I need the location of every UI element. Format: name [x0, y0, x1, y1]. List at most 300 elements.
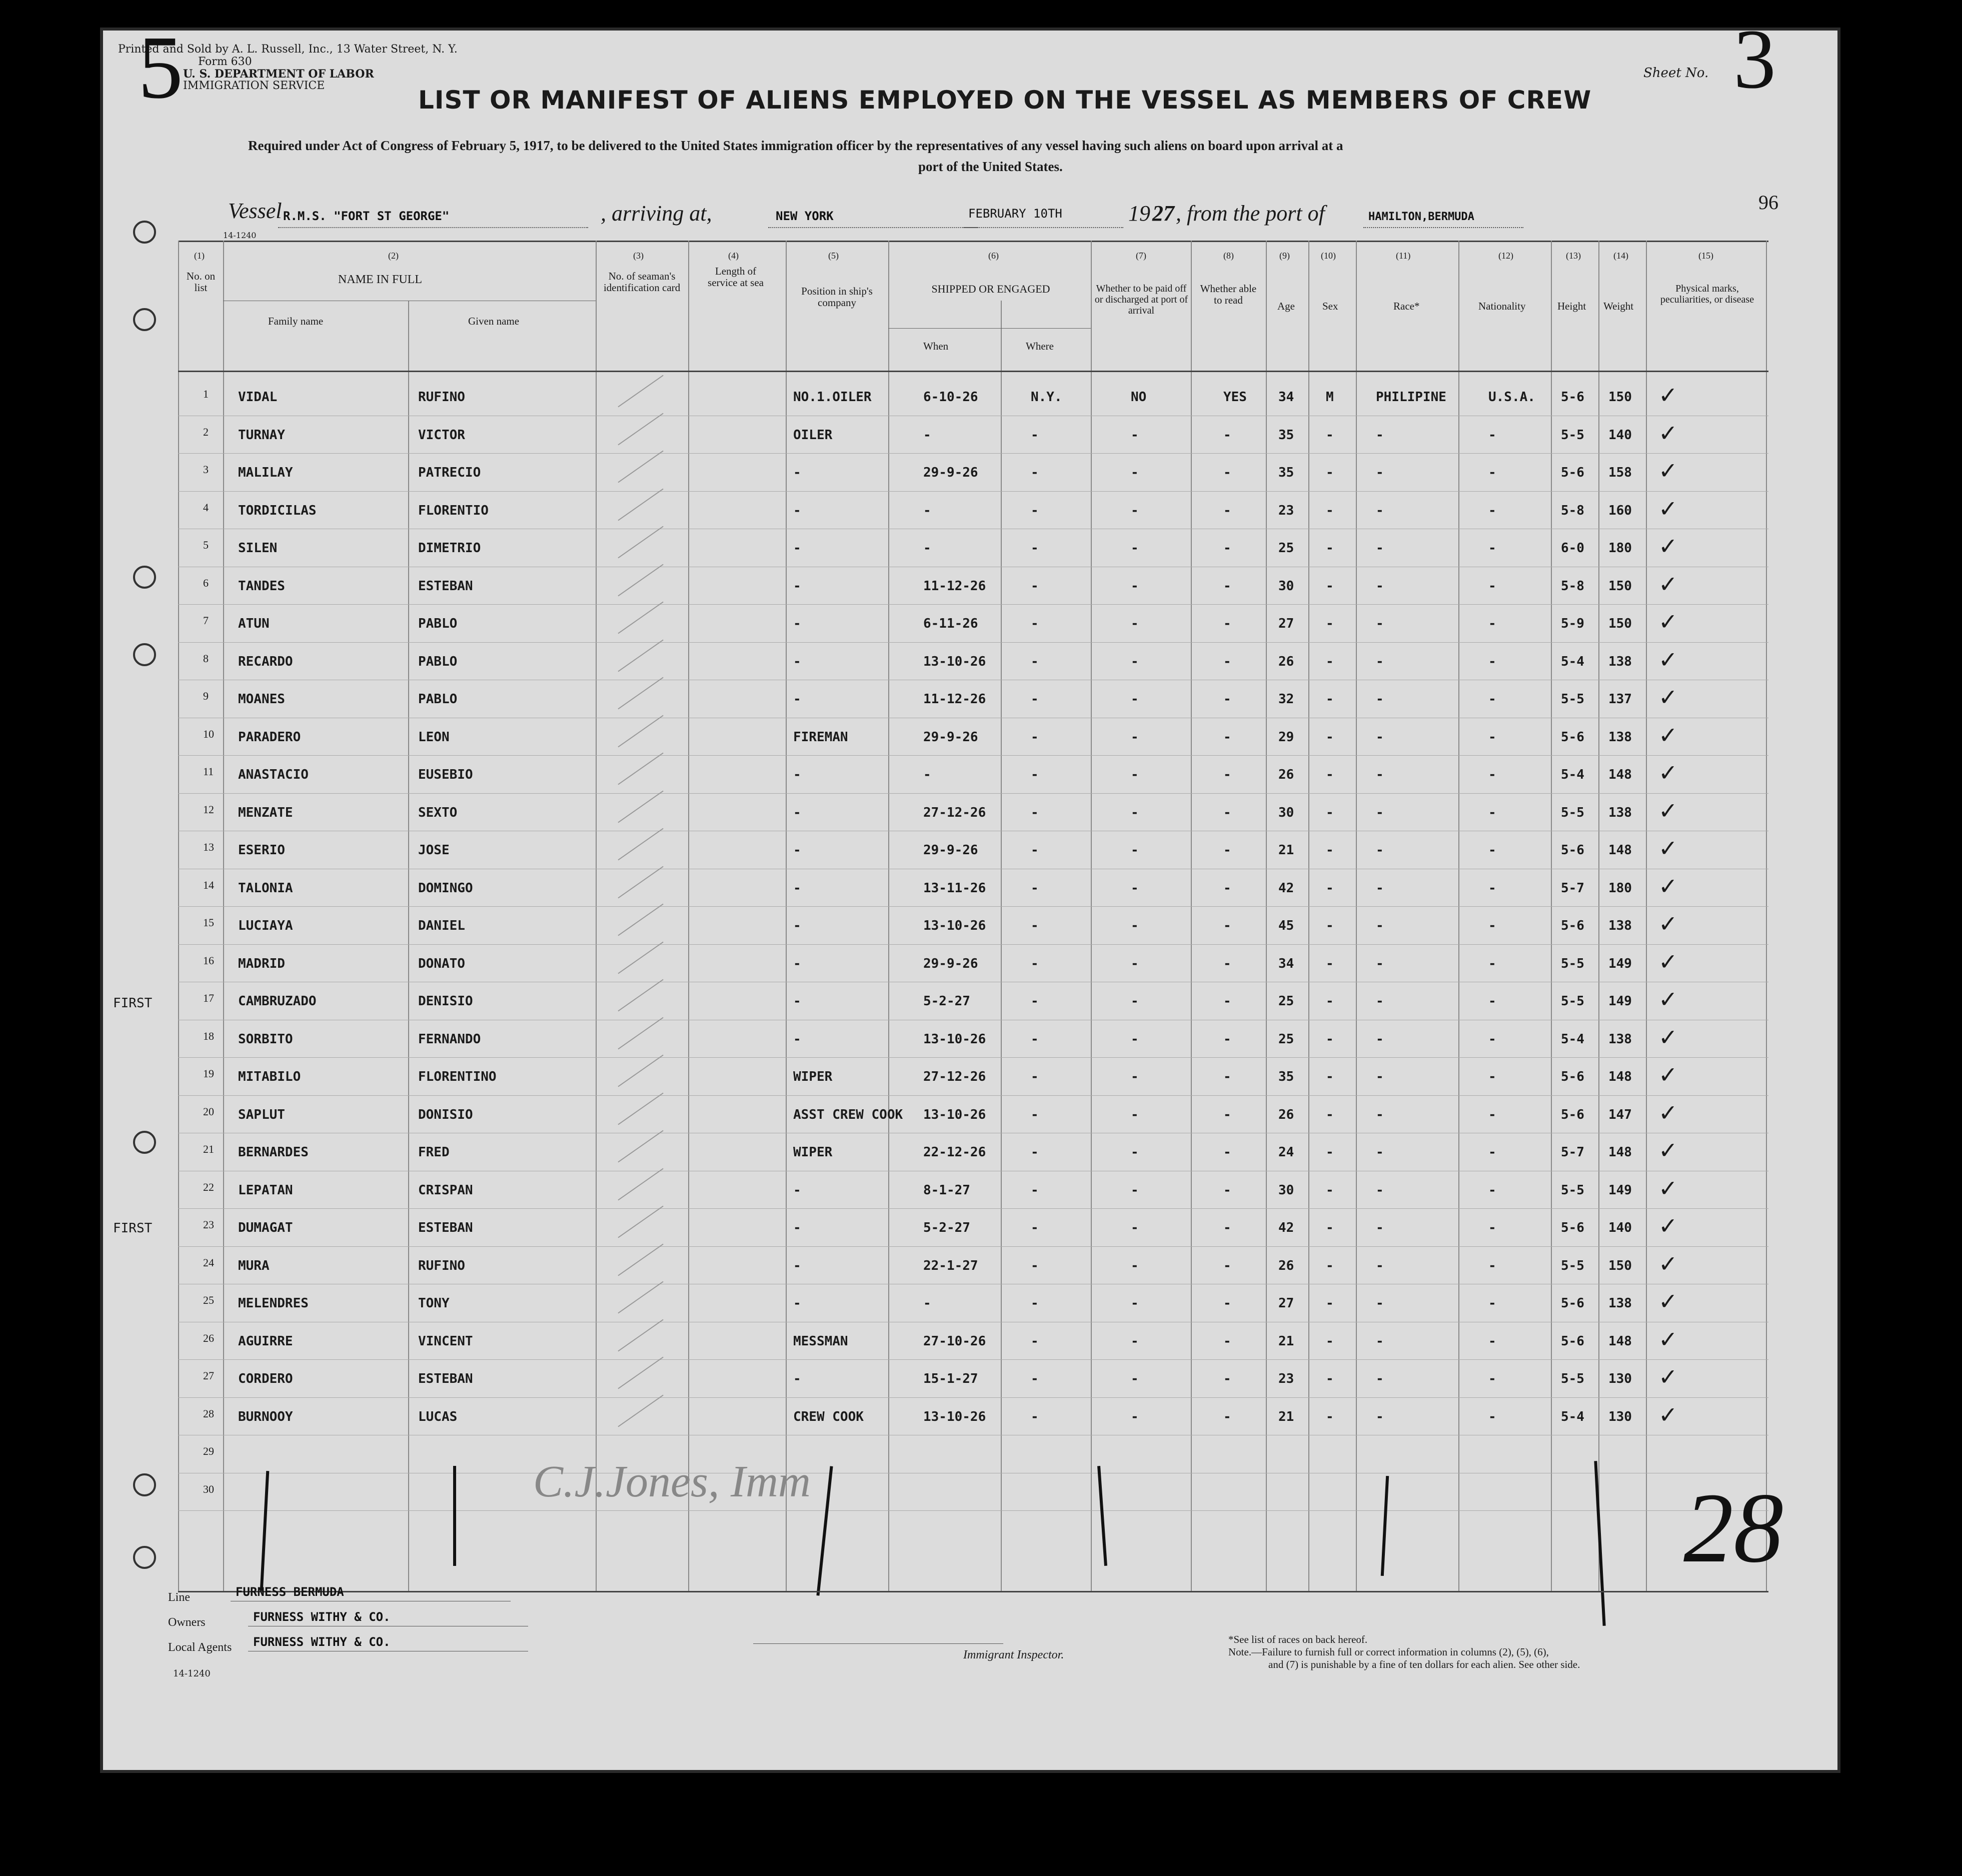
row-number: 21: [203, 1143, 214, 1155]
row-number: 17: [203, 992, 214, 1004]
sex: -: [1326, 427, 1334, 443]
ship-position: FIREMAN: [793, 729, 848, 745]
race: -: [1376, 1296, 1384, 1311]
height: 5-5: [1561, 1371, 1584, 1386]
shipped-when: 13-10-26: [923, 1031, 986, 1047]
given-name: FERNANDO: [418, 1031, 481, 1047]
paid-off: -: [1131, 541, 1139, 556]
family-name: LUCIAYA: [238, 918, 293, 933]
shipped-when: 29-9-26: [923, 843, 978, 858]
age: 42: [1278, 1220, 1294, 1235]
row-number: 19: [203, 1067, 214, 1080]
physical-mark: ✓: [1658, 1174, 1678, 1202]
given-name: DONISIO: [418, 1107, 473, 1122]
able-to-read: -: [1223, 1182, 1231, 1198]
family-name: MOANES: [238, 692, 285, 707]
able-to-read: -: [1223, 427, 1231, 443]
nationality: -: [1488, 1220, 1496, 1235]
paid-off: -: [1131, 956, 1139, 971]
paid-off: -: [1131, 843, 1139, 858]
given-name: DONATO: [418, 956, 465, 971]
sheet-number: 3: [1733, 28, 1776, 106]
col-9-number: (9): [1279, 251, 1290, 261]
family-name: TORDICILAS: [238, 503, 317, 518]
able-to-read: -: [1223, 1107, 1231, 1122]
id-card-tick: [618, 602, 663, 634]
paid-off: -: [1131, 465, 1139, 480]
id-card-tick: [618, 1243, 663, 1276]
height: 5-5: [1561, 805, 1584, 820]
age: 27: [1278, 1296, 1294, 1311]
owners-value: FURNESS WITHY & CO.: [253, 1610, 391, 1624]
shipped-where: -: [1031, 880, 1039, 896]
able-to-read: -: [1223, 1145, 1231, 1160]
age: 24: [1278, 1145, 1294, 1160]
shipped-when: 29-9-26: [923, 956, 978, 971]
race: -: [1376, 918, 1384, 933]
weight: 149: [1608, 994, 1632, 1009]
height: 5-4: [1561, 1409, 1584, 1424]
punch-hole: [133, 221, 156, 244]
age: 35: [1278, 427, 1294, 443]
fine-note-2: and (7) is punishable by a fine of ten dollars for each alien. See other side.: [1268, 1658, 1580, 1670]
ship-position: WIPER: [793, 1145, 833, 1160]
able-to-read: -: [1223, 465, 1231, 480]
physical-mark: ✓: [1658, 1137, 1678, 1164]
weight: 150: [1608, 616, 1632, 631]
row-number: 22: [203, 1180, 214, 1193]
id-card-tick: [618, 1055, 663, 1087]
col-4-number: (4): [728, 251, 739, 261]
paid-off: -: [1131, 1409, 1139, 1424]
col-3-header: No. of seaman's identification card: [603, 270, 681, 294]
shipped-when: 6-11-26: [923, 616, 978, 631]
paid-off: -: [1131, 654, 1139, 669]
col-1-number: (1): [194, 251, 205, 261]
row-number: 11: [203, 765, 214, 778]
col-11-header: Race*: [1393, 300, 1420, 312]
nationality: -: [1488, 994, 1496, 1009]
able-to-read: -: [1223, 654, 1231, 669]
punch-hole: [133, 1473, 156, 1496]
row-number: 13: [203, 841, 214, 853]
physical-mark: ✓: [1658, 495, 1678, 522]
id-card-tick: [618, 451, 663, 483]
col-7-number: (7): [1136, 251, 1146, 261]
shipped-when: 11-12-26: [923, 692, 986, 707]
able-to-read: -: [1223, 918, 1231, 933]
physical-mark: ✓: [1658, 721, 1678, 749]
row-number: 14: [203, 878, 214, 891]
col-6-number: (6): [988, 251, 999, 261]
nationality: -: [1488, 1296, 1496, 1311]
given-name: LUCAS: [418, 1409, 458, 1424]
row-number: 4: [203, 501, 209, 514]
family-name: MALILAY: [238, 465, 293, 480]
age: 30: [1278, 578, 1294, 594]
given-name: VICTOR: [418, 427, 465, 443]
col-11-number: (11): [1396, 251, 1411, 261]
shipped-when: -: [923, 1296, 931, 1311]
family-name: SORBITO: [238, 1031, 293, 1047]
punch-hole: [133, 566, 156, 589]
col-6a-header: When: [923, 340, 949, 352]
shipped-where: -: [1031, 578, 1039, 594]
line-value: FURNESS BERMUDA: [236, 1585, 344, 1599]
col-8-header: Whether able to read: [1200, 283, 1257, 307]
sex: -: [1326, 1333, 1334, 1349]
family-name: SAPLUT: [238, 1107, 285, 1122]
ship-position: -: [793, 692, 801, 707]
sex: -: [1326, 1220, 1334, 1235]
height: 5-4: [1561, 1031, 1584, 1047]
shipped-where: -: [1031, 1296, 1039, 1311]
paid-off: -: [1131, 918, 1139, 933]
nationality: -: [1488, 1333, 1496, 1349]
able-to-read: -: [1223, 1069, 1231, 1084]
physical-mark: ✓: [1658, 1401, 1678, 1428]
sex: -: [1326, 1258, 1334, 1273]
race: -: [1376, 805, 1384, 820]
weight: 137: [1608, 692, 1632, 707]
nationality: -: [1488, 729, 1496, 745]
sex: -: [1326, 1182, 1334, 1198]
weight: 138: [1608, 805, 1632, 820]
shipped-when: 13-11-26: [923, 880, 986, 896]
height: 5-9: [1561, 616, 1584, 631]
height: 5-5: [1561, 956, 1584, 971]
able-to-read: -: [1223, 1409, 1231, 1424]
ship-position: -: [793, 616, 801, 631]
arriving-port: NEW YORK: [776, 209, 834, 223]
given-name: CRISPAN: [418, 1182, 473, 1198]
physical-mark: ✓: [1658, 797, 1678, 824]
shipped-where: -: [1031, 843, 1039, 858]
nationality: -: [1488, 503, 1496, 518]
race: -: [1376, 1107, 1384, 1122]
ship-position: -: [793, 541, 801, 556]
given-name: DIMETRIO: [418, 541, 481, 556]
physical-mark: ✓: [1658, 1325, 1678, 1353]
shipped-when: -: [923, 767, 931, 782]
family-name: CAMBRUZADO: [238, 994, 317, 1009]
physical-mark: ✓: [1658, 910, 1678, 937]
weight: 148: [1608, 767, 1632, 782]
height: 5-6: [1561, 1333, 1584, 1349]
handwritten-total: 28: [1683, 1473, 1783, 1583]
col-15-header: Physical marks, peculiarities, or disease: [1660, 283, 1754, 305]
shipped-where: -: [1031, 767, 1039, 782]
shipped-when: 15-1-27: [923, 1371, 978, 1386]
row-number: 30: [203, 1482, 214, 1495]
age: 34: [1278, 390, 1294, 405]
requirement-text-1: Required under Act of Congress of February 5, 1917, to be delivered to the United States immigration officer by the representatives of any vessel having such aliens on board upon arrival at a: [248, 138, 1343, 153]
id-card-tick: [618, 488, 663, 521]
able-to-read: -: [1223, 805, 1231, 820]
nationality: -: [1488, 1409, 1496, 1424]
shipped-where: -: [1031, 729, 1039, 745]
race: -: [1376, 1371, 1384, 1386]
family-name: ANASTACIO: [238, 767, 309, 782]
height: 5-8: [1561, 578, 1584, 594]
age: 21: [1278, 843, 1294, 858]
sex: -: [1326, 1371, 1334, 1386]
height: 6-0: [1561, 541, 1584, 556]
able-to-read: -: [1223, 541, 1231, 556]
able-to-read: -: [1223, 1258, 1231, 1273]
given-name: RUFINO: [418, 1258, 465, 1273]
nationality: -: [1488, 465, 1496, 480]
margin-note-first: FIRST: [113, 996, 153, 1011]
paid-off: -: [1131, 1296, 1139, 1311]
col-2a-header: Family name: [268, 315, 324, 327]
col-13-number: (13): [1566, 251, 1581, 261]
row-number: 8: [203, 652, 209, 665]
inspector-signature: C.J.Jones, Imm: [533, 1457, 811, 1506]
paid-off: -: [1131, 1258, 1139, 1273]
col-2-number: (2): [388, 251, 399, 261]
col-12-number: (12): [1498, 251, 1513, 261]
age: 26: [1278, 767, 1294, 782]
weight: 148: [1608, 1333, 1632, 1349]
shipped-where: -: [1031, 616, 1039, 631]
physical-mark: ✓: [1658, 684, 1678, 711]
age: 23: [1278, 503, 1294, 518]
weight: 150: [1608, 390, 1632, 405]
height: 5-8: [1561, 503, 1584, 518]
physical-mark: ✓: [1658, 1061, 1678, 1088]
family-name: TALONIA: [238, 880, 293, 896]
height: 5-7: [1561, 1145, 1584, 1160]
weight: 149: [1608, 1182, 1632, 1198]
id-card-tick: [618, 1092, 663, 1125]
weight: 138: [1608, 1296, 1632, 1311]
col-5-header: Position in ship's company: [801, 285, 873, 309]
nationality: -: [1488, 1107, 1496, 1122]
nationality: -: [1488, 1258, 1496, 1273]
sex: -: [1326, 994, 1334, 1009]
row-number: 2: [203, 425, 209, 438]
race: -: [1376, 503, 1384, 518]
line-label: Line: [168, 1591, 190, 1604]
able-to-read: -: [1223, 1031, 1231, 1047]
col-10-header: Sex: [1322, 300, 1338, 312]
shipped-when: 8-1-27: [923, 1182, 970, 1198]
ship-position: -: [793, 1031, 801, 1047]
year-prefix: 19: [1128, 201, 1150, 226]
able-to-read: -: [1223, 956, 1231, 971]
col-3-number: (3): [633, 251, 644, 261]
id-card-tick: [618, 1394, 663, 1427]
family-name: AGUIRRE: [238, 1333, 293, 1349]
given-name: FRED: [418, 1145, 450, 1160]
height: 5-6: [1561, 918, 1584, 933]
age: 26: [1278, 1258, 1294, 1273]
able-to-read: -: [1223, 729, 1231, 745]
sex: -: [1326, 1031, 1334, 1047]
ship-position: -: [793, 805, 801, 820]
margin-note-first-2: FIRST: [113, 1221, 153, 1236]
physical-mark: ✓: [1658, 759, 1678, 786]
ship-position: -: [793, 767, 801, 782]
physical-mark: ✓: [1658, 382, 1678, 409]
ship-position: NO.1.OILER: [793, 390, 872, 405]
family-name: DUMAGAT: [238, 1220, 293, 1235]
sex: -: [1326, 1107, 1334, 1122]
col-1-header: No. on list: [186, 270, 216, 294]
sex: -: [1326, 616, 1334, 631]
punch-hole: [133, 1131, 156, 1154]
weight: 138: [1608, 654, 1632, 669]
race: -: [1376, 541, 1384, 556]
given-name: ESTEBAN: [418, 1371, 473, 1386]
age: 25: [1278, 541, 1294, 556]
age: 30: [1278, 805, 1294, 820]
shipped-where: -: [1031, 1409, 1039, 1424]
age: 29: [1278, 729, 1294, 745]
given-name: TONY: [418, 1296, 450, 1311]
row-number: 6: [203, 576, 209, 589]
agents-label: Local Agents: [168, 1641, 232, 1654]
row-number: 24: [203, 1256, 214, 1269]
family-name: TANDES: [238, 578, 285, 594]
row-number: 5: [203, 539, 209, 551]
paid-off: -: [1131, 616, 1139, 631]
given-name: PATRECIO: [418, 465, 481, 480]
shipped-where: -: [1031, 654, 1039, 669]
able-to-read: -: [1223, 1333, 1231, 1349]
page-number: 96: [1758, 191, 1778, 214]
age: 34: [1278, 956, 1294, 971]
col-2b-header: Given name: [468, 315, 520, 327]
paid-off: -: [1131, 1220, 1139, 1235]
row-number: 26: [203, 1331, 214, 1344]
race: -: [1376, 578, 1384, 594]
punch-hole: [133, 308, 156, 331]
col-5-number: (5): [828, 251, 839, 261]
weight: 148: [1608, 1069, 1632, 1084]
row-number: 16: [203, 954, 214, 967]
id-card-tick: [618, 1206, 663, 1238]
page-title: LIST OR MANIFEST OF ALIENS EMPLOYED ON THE VESSEL AS MEMBERS OF CREW: [418, 86, 1592, 115]
shipped-where: N.Y.: [1031, 390, 1062, 405]
nationality: -: [1488, 1069, 1496, 1084]
paid-off: -: [1131, 427, 1139, 443]
row-number: 3: [203, 463, 209, 476]
nationality: -: [1488, 427, 1496, 443]
inspector-label: Immigrant Inspector.: [963, 1648, 1064, 1661]
race: -: [1376, 956, 1384, 971]
row-number: 27: [203, 1369, 214, 1382]
height: 5-5: [1561, 1182, 1584, 1198]
weight: 149: [1608, 956, 1632, 971]
col-2-header: NAME IN FULL: [338, 273, 422, 286]
nationality: -: [1488, 1031, 1496, 1047]
nationality: -: [1488, 805, 1496, 820]
col-15-number: (15): [1698, 251, 1713, 261]
nationality: -: [1488, 1371, 1496, 1386]
family-name: CORDERO: [238, 1371, 293, 1386]
col-6b-header: Where: [1026, 340, 1054, 352]
given-name: EUSEBIO: [418, 767, 473, 782]
row-number: 10: [203, 727, 214, 740]
race: -: [1376, 465, 1384, 480]
height: 5-6: [1561, 1296, 1584, 1311]
physical-mark: ✓: [1658, 533, 1678, 560]
nationality: -: [1488, 616, 1496, 631]
age: 42: [1278, 880, 1294, 896]
shipped-when: 29-9-26: [923, 729, 978, 745]
race: -: [1376, 1145, 1384, 1160]
given-name: DANIEL: [418, 918, 465, 933]
sex: -: [1326, 918, 1334, 933]
able-to-read: -: [1223, 692, 1231, 707]
height: 5-4: [1561, 767, 1584, 782]
shipped-when: 13-10-26: [923, 654, 986, 669]
physical-mark: ✓: [1658, 1212, 1678, 1239]
ship-position: -: [793, 654, 801, 669]
service-name: IMMIGRATION SERVICE: [183, 80, 325, 92]
col-14-header: Weight: [1603, 300, 1634, 312]
given-name: LEON: [418, 729, 450, 745]
paid-off: -: [1131, 578, 1139, 594]
paid-off: -: [1131, 767, 1139, 782]
physical-mark: ✓: [1658, 872, 1678, 900]
nationality: -: [1488, 956, 1496, 971]
height: 5-4: [1561, 654, 1584, 669]
shipped-where: -: [1031, 1145, 1039, 1160]
age: 21: [1278, 1333, 1294, 1349]
height: 5-5: [1561, 1258, 1584, 1273]
weight: 140: [1608, 1220, 1632, 1235]
family-name: MENZATE: [238, 805, 293, 820]
given-name: FLORENTIO: [418, 503, 489, 518]
nationality: -: [1488, 767, 1496, 782]
family-name: VIDAL: [238, 390, 278, 405]
shipped-where: -: [1031, 805, 1039, 820]
row-number: 12: [203, 803, 214, 816]
id-card-tick: [618, 564, 663, 596]
vessel-name: R.M.S. "FORT ST GEORGE": [283, 209, 450, 223]
height: 5-6: [1561, 390, 1584, 405]
race: -: [1376, 1409, 1384, 1424]
form-number: Form 630: [198, 56, 252, 68]
age: 25: [1278, 994, 1294, 1009]
race: -: [1376, 843, 1384, 858]
height: 5-6: [1561, 1069, 1584, 1084]
row-number: 25: [203, 1294, 214, 1306]
ship-position: -: [793, 880, 801, 896]
age: 27: [1278, 616, 1294, 631]
physical-mark: ✓: [1658, 1099, 1678, 1126]
shipped-where: -: [1031, 1371, 1039, 1386]
col-7-header: Whether to be paid off or discharged at port of arrival: [1094, 283, 1188, 316]
height: 5-6: [1561, 729, 1584, 745]
weight: 130: [1608, 1371, 1632, 1386]
physical-mark: ✓: [1658, 419, 1678, 447]
sex: -: [1326, 956, 1334, 971]
col-12-header: Nationality: [1478, 300, 1526, 312]
sex: -: [1326, 805, 1334, 820]
shipped-where: -: [1031, 1107, 1039, 1122]
shipped-when: 13-10-26: [923, 1107, 986, 1122]
able-to-read: -: [1223, 1296, 1231, 1311]
department-name: U. S. DEPARTMENT OF LABOR: [183, 68, 374, 81]
id-card-tick: [618, 941, 663, 974]
given-name: PABLO: [418, 616, 458, 631]
sex: M: [1326, 390, 1334, 405]
ship-position: -: [793, 503, 801, 518]
